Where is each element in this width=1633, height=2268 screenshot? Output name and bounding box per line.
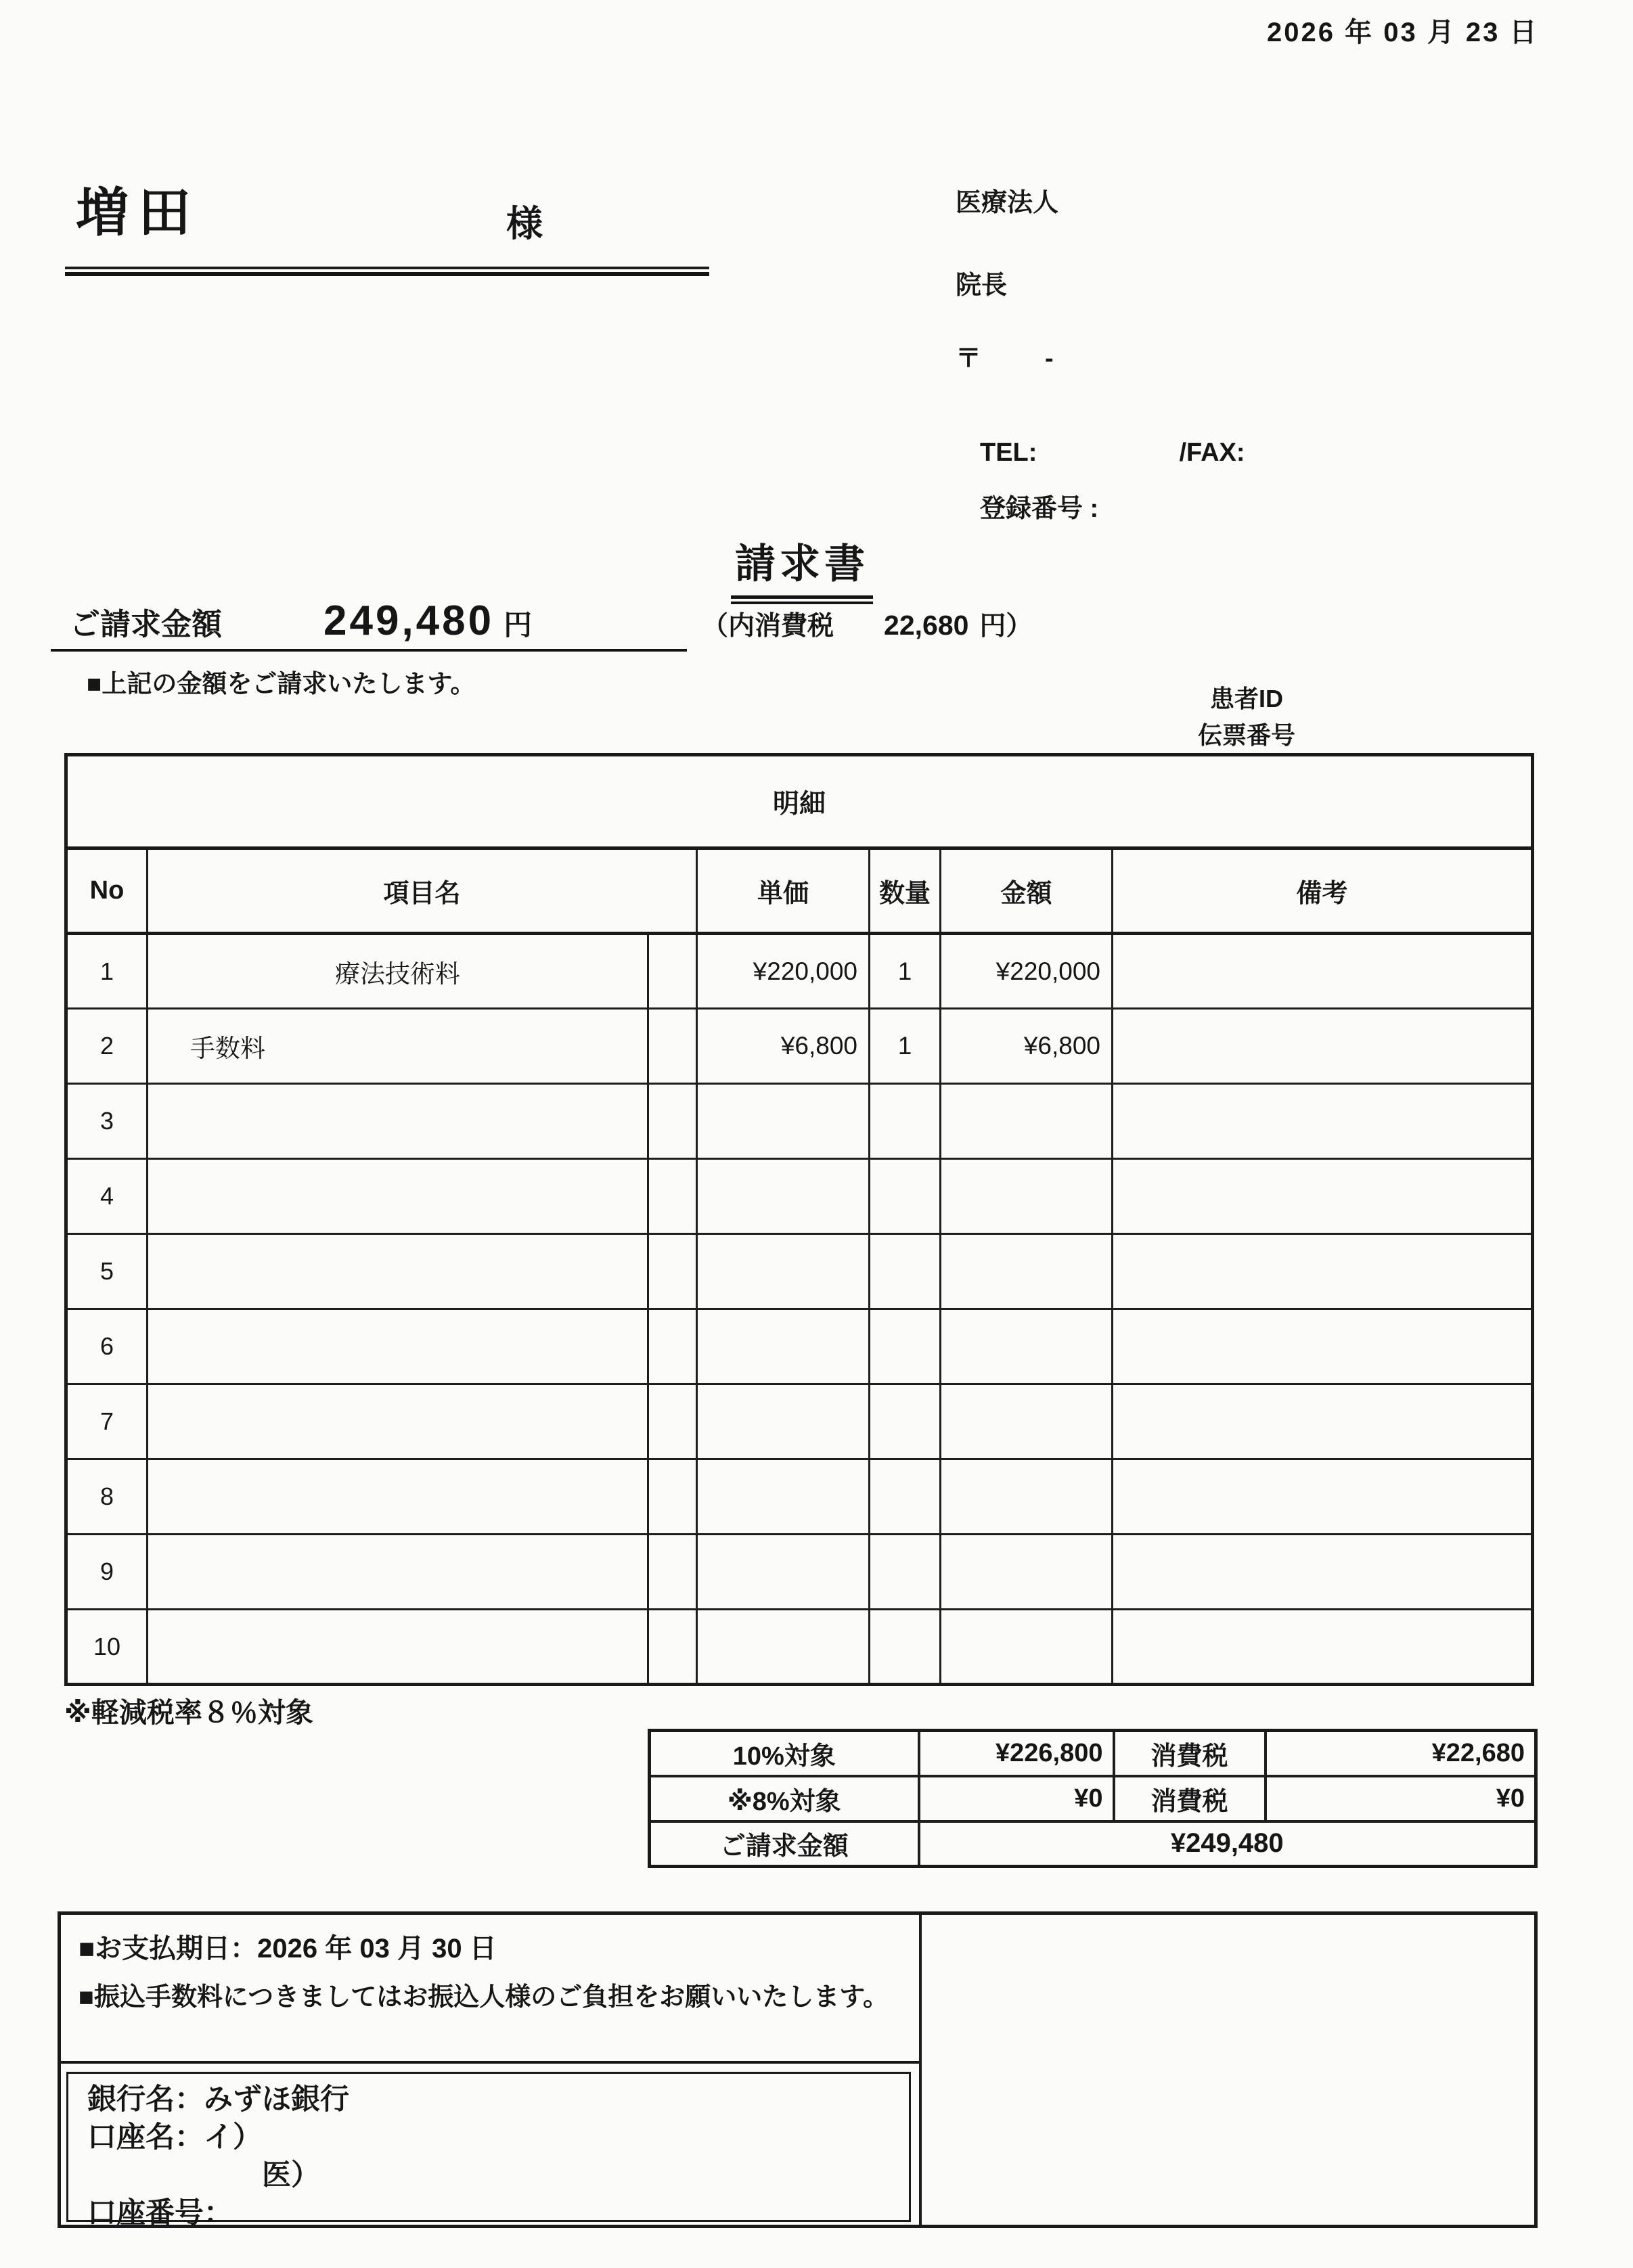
cell-item-sub: [648, 1234, 697, 1309]
summary-label: 10%対象: [650, 1731, 919, 1776]
cell-quantity: [870, 1159, 941, 1234]
cell-remarks: [1113, 1384, 1533, 1459]
tax-note-prefix: （内消費税: [702, 612, 834, 641]
transfer-fee-note-line: ■振込手数料につきましてはお振込人様のご負担をお願いいたします。: [79, 1983, 889, 2012]
cell-item: [148, 1610, 648, 1685]
detail-header-row: [66, 848, 1533, 934]
invoice-title-wrap: [731, 532, 873, 599]
cell-item-sub: [648, 1459, 697, 1535]
cell-item-sub: [648, 1610, 697, 1685]
billing-tax-note: [702, 605, 1032, 643]
billing-underlined-group: [51, 597, 687, 652]
cell-item: [148, 1234, 648, 1309]
cell-remarks: [1113, 1234, 1533, 1309]
recipient-underline: [65, 267, 709, 269]
summary-tax-amount: ¥22,680: [1266, 1731, 1536, 1776]
issuer-director: 院長: [956, 271, 1008, 300]
detail-caption: 明細: [66, 755, 1533, 848]
col-header-quantity: 数量: [870, 848, 941, 934]
bank-section-separator: [61, 2061, 919, 2064]
cell-remarks: [1113, 1009, 1533, 1084]
account-number-line: 口座番号：: [87, 2197, 233, 2229]
cell-unit-price: [697, 1459, 870, 1535]
tax-note-amount: 22,680: [884, 610, 969, 641]
cell-no: 8: [66, 1459, 148, 1535]
table-row: [66, 1384, 1533, 1459]
cell-no: 9: [66, 1535, 148, 1610]
cell-item-sub: [648, 1084, 697, 1159]
detail-caption-row: [66, 755, 1533, 848]
cell-remarks: [1113, 1084, 1533, 1159]
patient-meta: [1198, 681, 1295, 754]
summary-taxable-amount: ¥0: [919, 1776, 1114, 1821]
cell-amount: [941, 1459, 1113, 1535]
account-name-line: 口座名：イ）: [87, 2121, 262, 2154]
cell-no: 2: [66, 1009, 148, 1084]
col-header-item: 項目名: [148, 848, 697, 934]
account-name-line2: 医）: [262, 2159, 320, 2192]
cell-amount: [941, 1610, 1113, 1685]
cell-quantity: [870, 1610, 941, 1685]
cell-unit-price: ¥6,800: [697, 1009, 870, 1084]
payment-info-box: [58, 1911, 1538, 2228]
payment-box-divider: [919, 1915, 922, 2225]
cell-no: 5: [66, 1234, 148, 1309]
cell-unit-price: [697, 1384, 870, 1459]
issuer-postal-code: 〒 -: [956, 344, 1058, 373]
cell-unit-price: ¥220,000: [697, 934, 870, 1009]
cell-item-sub: [648, 1309, 697, 1384]
cell-unit-price: [697, 1159, 870, 1234]
issuer-tel-fax: [980, 438, 1245, 468]
cell-remarks: [1113, 1610, 1533, 1685]
cell-quantity: 1: [870, 934, 941, 1009]
cell-amount: [941, 1234, 1113, 1309]
cell-quantity: [870, 1234, 941, 1309]
cell-quantity: [870, 1384, 941, 1459]
summary-row-10pct: [650, 1731, 1536, 1776]
billing-amount-value: 249,480: [323, 597, 495, 644]
cell-item: [148, 1309, 648, 1384]
bank-name-line: 銀行名：みずほ銀行: [87, 2083, 349, 2116]
cell-item: 療法技術料: [148, 934, 648, 1009]
billing-currency-unit: 円: [504, 609, 533, 641]
cell-no: 4: [66, 1159, 148, 1234]
issuer-corporation: 医療法人: [956, 189, 1059, 217]
cell-item: [148, 1535, 648, 1610]
cell-quantity: [870, 1309, 941, 1384]
cell-unit-price: [697, 1535, 870, 1610]
table-row: [66, 1309, 1533, 1384]
cell-unit-price: [697, 1234, 870, 1309]
cell-no: 6: [66, 1309, 148, 1384]
cell-item: 手数料: [148, 1009, 648, 1084]
cell-quantity: [870, 1084, 941, 1159]
invoice-title: 請求書: [731, 532, 873, 599]
invoice-date: 2026 年 03 月 23 日: [1267, 18, 1539, 47]
col-header-unit-price: 単価: [697, 848, 870, 934]
cell-unit-price: [697, 1084, 870, 1159]
cell-item-sub: [648, 1535, 697, 1610]
cell-remarks: [1113, 1159, 1533, 1234]
cell-remarks: [1113, 934, 1533, 1009]
cell-amount: [941, 1159, 1113, 1234]
cell-amount: [941, 1309, 1113, 1384]
cell-amount: ¥220,000: [941, 934, 1113, 1009]
table-row: [66, 1535, 1533, 1610]
billing-line: [51, 597, 1032, 652]
cell-amount: [941, 1084, 1113, 1159]
summary-tax-label: 消費税: [1114, 1731, 1266, 1776]
recipient-name: 増田: [76, 183, 201, 242]
summary-total-row: [650, 1821, 1536, 1867]
cell-no: 1: [66, 934, 148, 1009]
cell-amount: [941, 1535, 1113, 1610]
billing-statement: ■上記の金額をご請求いたします。: [87, 670, 476, 698]
tel-label: TEL:: [980, 438, 1037, 467]
cell-unit-price: [697, 1610, 870, 1685]
due-date-line: ■お支払期日：2026 年 03 月 30 日: [79, 1934, 497, 1964]
summary-tax-label: 消費税: [1114, 1776, 1266, 1821]
table-row: [66, 1009, 1533, 1084]
tax-note-suffix: 円）: [979, 612, 1033, 641]
summary-label: ※8%対象: [650, 1776, 919, 1821]
fax-label: /FAX:: [1179, 438, 1245, 467]
col-header-no: No: [66, 848, 148, 934]
summary-tax-amount: ¥0: [1266, 1776, 1536, 1821]
cell-remarks: [1113, 1309, 1533, 1384]
col-header-amount: 金額: [941, 848, 1113, 934]
cell-no: 7: [66, 1384, 148, 1459]
cell-item: [148, 1159, 648, 1234]
summary-taxable-amount: ¥226,800: [919, 1731, 1114, 1776]
col-header-remarks: 備考: [1113, 848, 1533, 934]
cell-item: [148, 1084, 648, 1159]
tax-summary-table: [648, 1729, 1538, 1868]
table-row: [66, 1159, 1533, 1234]
reduced-tax-footnote: ※軽減税率８％対象: [64, 1697, 313, 1728]
cell-item-sub: [648, 1159, 697, 1234]
cell-amount: ¥6,800: [941, 1009, 1113, 1084]
table-row: [66, 1610, 1533, 1685]
summary-row-8pct: [650, 1776, 1536, 1821]
issuer-registration-label: 登録番号 :: [980, 495, 1099, 523]
summary-total-label: ご請求金額: [650, 1821, 919, 1867]
summary-total-amount: ¥249,480: [919, 1821, 1536, 1867]
cell-quantity: 1: [870, 1009, 941, 1084]
cell-no: 3: [66, 1084, 148, 1159]
cell-item: [148, 1459, 648, 1535]
recipient-honorific: 様: [506, 204, 543, 244]
table-row: [66, 934, 1533, 1009]
cell-unit-price: [697, 1309, 870, 1384]
cell-quantity: [870, 1459, 941, 1535]
cell-amount: [941, 1384, 1113, 1459]
patient-id-label: 患者ID: [1210, 685, 1284, 712]
cell-item: [148, 1384, 648, 1459]
table-row: [66, 1459, 1533, 1535]
billing-amount-label: ご請求金額: [70, 607, 223, 641]
cell-remarks: [1113, 1459, 1533, 1535]
cell-item-sub: [648, 1009, 697, 1084]
slip-number-label: 伝票番号: [1198, 721, 1296, 749]
cell-no: 10: [66, 1610, 148, 1685]
cell-quantity: [870, 1535, 941, 1610]
cell-item-sub: [648, 934, 697, 1009]
cell-remarks: [1113, 1535, 1533, 1610]
table-row: [66, 1234, 1533, 1309]
cell-item-sub: [648, 1384, 697, 1459]
table-row: [66, 1084, 1533, 1159]
detail-table: [64, 753, 1534, 1686]
bank-info-box: [66, 2072, 911, 2229]
